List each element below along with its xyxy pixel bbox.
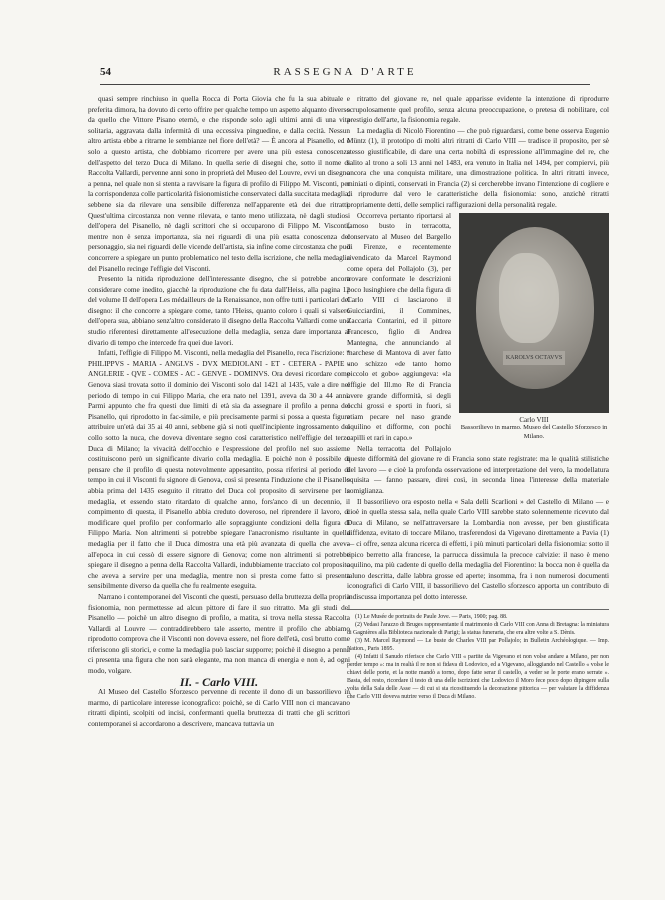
paragraph: Narrano i contemporanei del Visconti che questi, persuaso della bruttezza della propria fisionomia, non permettesse ad alcun pittore di fare il suo ritratto. Ma gli studi del Pisanello — poichè un altro disegno di profilo, a matita, si trova nella stessa Raccolta Vallardi al Louvre — contraddirebbero tale asserto, mentre il profilo che abbiamo riprodotto comprova che il Visconti non doveva essere, nel fiore dell'età, così brutto come riferiscono gli storici, e come la medaglia può lasciar supporre; poichè il disegno a penna ci presenta una figura che non sarà elegante, ma non manca di energia e non è, ad ogni modo, volgare. — [88, 592, 350, 676]
footnote: (1) Le Musée de portraits de Paule Jove. — Paris, 1900; pag. 88. — [355, 613, 508, 620]
paragraph: La medaglia di Nicolò Fiorentino — che può riguardarsi, come bene osserva Eugenio Müntz (1), il prototipo di molti altri ritratti di Carlo VIII — tradisce il proposito, per sè stesso giustificabile, di dare una certa nobiltà di espressione all'immagine del re, che salito al trono a soli 13 anni nel 1483, era venuto in Italia nel 1494, per compiervi, più ancora che una conquista militare, una dimostrazione politica. In altri ritratti invece, miniati o dipinti, conservati in Francia (2) si cercherebbe invano l'intenzione di cogliere e di riprodurre dal vero le caratteristiche della fisionomia: sono, anzichè ritratti propriamente detti, delle semplici raffigurazioni della personalità regale. — [347, 126, 609, 209]
footnotes — [347, 609, 609, 701]
paragraph: Infatti, l'effigie di Filippo M. Visconti, nella medaglia del Pisanello, reca l'iscrizione: * PHILIPPVS - MARIA - ANGLVS - DVX MEDIOLANI - ET - CETERA - PAPIE - ANGLERIE - QVE - COMES - AC - GENVE - DOMINVS. Ora devesi ricordare come Genova siasi trovata sotto il dominio dei Visconti solo dal 1421 al 1435, vale a dire nel periodo di tempo in cui Filippo Maria, che era nato nel 1391, aveva da 30 a 44 anni. Parmi appunto che fra questi due limiti di età sia da assegnare il profilo a penna del Pisanello, qui riprodotto in fac-simile, e più precisamente parmi si possa a questa figura attribuire un'età dai 35 ai 40 anni, sebbene già si noti quell'incipiente ingrossamento del collo sotto la nuca, che doveva diventare segno così caratteristico nell'effigie del terzo Duca di Milano; la vivacità dell'occhio e l'espressione del profilo nel suo assieme costituiscono però un significante divario colla medaglia. E poichè non è possibile di pensare che il profilo di questa notevolmente appesantito, possa riferirsi al periodo di tempo in cui il Visconti fu signore di Genova, così si presenta l'induzione che il Pisanello abbia prima del 1435 eseguito il ritratto del Duca col proposito di servirsene per la medaglia, et essendo stato ritardato di qualche anno, fors'anco di un decennio, il compimento di questa, il Pisanello abbia creduto doveroso, nel riprendere il lavoro, di modificare quel profilo per conformarlo alle sopraggiunte condizioni della figura di Filippo Maria. Non altrimenti si potrebbe spiegare l'anacronismo risultante in quella medaglia per il fatto che il Duca dimostra una età più avanzata di quella che aveva all'epoca in cui cessò di essere signore di Genova; come non altrimenti si potrebbe spiegare il disegno a penna della Raccolta Vallardi, indubbiamente tracciato col proposito che aveva a servire per una medaglia, mentre non si presta come fatto si presenta sensibilmente diverso da quella che fu realmente eseguita. — [88, 349, 350, 591]
bas-relief-image — [459, 213, 609, 413]
caption-text: Bassorilievo in marmo. Museo del Castello Sforzesco in Milano. — [460, 424, 608, 440]
left-column — [88, 94, 350, 874]
paragraph: Al Museo del Castello Sforzesco pervenne di recente il dono di un bassorilievo in marmo, di particolare interesse iconografico: poichè, se di Carlo VIII non ci mancavano ritratti dipinti, scolpiti od incisi, confermanti quella bruttezza di tratti che gli scrittori contemporanei si accordarono a descrivere, mancava tuttavia un — [88, 688, 350, 729]
page-number: 54 — [100, 66, 111, 78]
caption-title: Carlo VIII — [519, 415, 549, 424]
figure-caption — [459, 416, 609, 442]
journal-title: RASSEGNA D'ARTE — [273, 66, 417, 78]
section-heading: II. - Carlo VIII. — [179, 674, 259, 689]
header-rule — [100, 84, 590, 85]
page-header — [100, 66, 590, 82]
paragraph: Il bassorilievo ora esposto nella « Sala delli Scarlioni » del Castello di Milano — e cioè in quella stessa sala, nella quale Carlo VIII sarebbe stato solennemente ricevuto dal Duca di Milano, se nell'attraversare la Lombardia non avesse, per ben giustificata diffidenza, evitato di toccare Milano, trasferendosi da Vigevano direttamente a Pavia (1) — ci offre, senza alcuna ricerca di effetti, i più minuti particolari della fisionomia: sotto il tipico berretto alla francese, la parrucca dissimula la precoce calvizie: il naso è meno aquilino, ma più cadente di quello della medaglia del Fiorentino: la bocca non è quella da taluno descritta, dalle labbra grosse ed aperte; insomma, fra i non numerosi documenti iconografici di Carlo VIII, il bassorilievo del Castello sforzesco apporta un contributo di indiscussa importanza pel dotto interesse. — [347, 497, 609, 601]
paragraph: Presento la nitida riproduzione dell'interessante disegno, che si potrebbe ancora considerare come inedito, giacchè la riproduzione che fu data dall'Heiss, alla pagina 12 del volume II dell'opera Les médailleurs de la Renaissance, non offre tutti i particolari del disegno: il che concorre a spiegare come, tanto l'Heiss, quanto coloro i quali si valsero dell'opera sua, abbiano senz'altro considerato il disegno della Raccolta Vallardi come uno studio riferentesi direttamente all'esecuzione della medaglia, senza dare importanza al divario di tempo che intercede fra quei due lavori. — [88, 275, 350, 347]
paragraph: Occorreva pertanto riportarsi al famoso busto in terracotta, conservato al Museo del Bargello di Firenze, e recentemente rivendicato da Marcel Raymond come opera del Pollajolo (3), per trovare conformate le descrizioni poco lusinghiere che della figura di Carlo VIII ci lasciarono il Guicciardini, il Commines, Zaccaria Contarini, ed il pittore Francesco, figlio di Andrea Mantegna, che annunciando al marchese di Mantova di aver fatto uno schizzo «de tanto homo piccolo et gobo» aggiungeva: «la effigie del Ill.mo Re di Francia avere grande difformità, si degli occhi grossi e sporti in fuori, si etiam pecare nel naso grande aquilino et difforme, con pochi capilli et rari in capo.» — [347, 211, 451, 442]
inscription-plaque: KAROLVS OCTAVVS — [503, 351, 565, 365]
profile-relief — [499, 253, 559, 343]
footnote: (3) M. Marcel Raymond — Le buste de Charles VIII par Pollajolo; in Bulletin Archéologique. — Imp. Nation., Paris 1895. — [347, 637, 609, 652]
footnote: (2) Vedasi l'arazzo di Bruges rappresentante il matrimonio di Carlo VIII con Anna di Bretagna: la miniatura di Gagnières alla Biblioteca nazionale di Parigi; la statua funeraria, che era altre volte a S. Dènis. — [347, 621, 609, 636]
figure-carlo-viii — [459, 213, 609, 442]
right-column — [347, 94, 609, 874]
paragraph: Nella terracotta del Pollajolo queste difformità del giovane re di Francia sono state registrate: ma le qualità stilistiche del lavoro — e cioè la profonda osservazione ed interpretazione del vero, la modellatura squisita — fanno passare, direi così, in seconda linea l'interesse della materiale somiglianza. — [347, 444, 609, 495]
footnote: (4) Infatti il Sanudo riferisce che Carlo VIII « partite da Vigevano et non volse andare a Milano, per non perder tempo »: ma in realtà il re non si fidava di Lodovico, ed a Vigevano, alloggiando nel Castello « volse le chiavi delle porte, et la notte mandò a torno, dopo fatte serar il castello, a veder se le porte erano serrate ». Basta, del resto, ricordare il testo di una delle iscrizioni che Lodovico il Moro fece poco dopo dipingere sulla volta della Sala delle Asse — di cui si sta ricostituendo la decorazione pittorica — per valutare la diffidenza che Carlo VIII doveva nutrire verso il Duca di Milano. — [347, 653, 609, 700]
paragraph: ritratto del giovane re, nel quale apparisse evidente la intenzione di riprodurre scrupolosamente quel profilo, senza alcuna preoccupazione, o pretesa di nobilitare, col prestigio dell'arte, la fisionomia regale. — [347, 95, 609, 125]
paragraph: quasi sempre rinchiuso in quella Rocca di Porta Giovia che fu la sua abituale e preferita dimora, ha dovuto di certo offrire per qualche tempo un aspetto alquanto diverso da quello che Vittore Pisano eternò, e che risponde solo agli ultimi anni di una vita solitaria, aggravata dalla infermità di una eccessiva pinguedine, e dalla cecità. Nessun altro artista ebbe a ritrarne le sembianze nel fiore dell'età? — È ancora al Pisanello, ed è solo a questo artista, che dobbiamo ricorrere per avere una più estesa conoscenza dell'aspetto del terzo Duca di Milano. In quella serie di disegni che, sotto il nome di Raccolta Vallardi, pervenne anni sono in proprietà del Museo del Louvre, evvi un disegno a penna, nel quale non si stenta a ravvisare la figura di profilo di Filippo M. Visconti, per la corrispondenza colle particolarità fisionomistiche conservateci dalla succitata medaglia, sebbene sia da rilevare una sensibile differenza nell'apparente età dei due ritratti. Quest'ultima circostanza non venne rilevata, e tanto meno utilizzata, nè dagli studiosi dell'opera del Pisanello, nè dagli scrittori che si occuparono di Filippo M. Visconti, mentre non è senza importanza, sia nei riguardi di una più esatta conoscenza del personaggio, sia nei riguardi delle vicende dell'artista, sia infine come circostanza che può concorrere a spiegare un punto problematico nel testo della iscrizione, che nella medaglia del Pisanello recinge l'effigie del Visconti. — [88, 95, 350, 273]
